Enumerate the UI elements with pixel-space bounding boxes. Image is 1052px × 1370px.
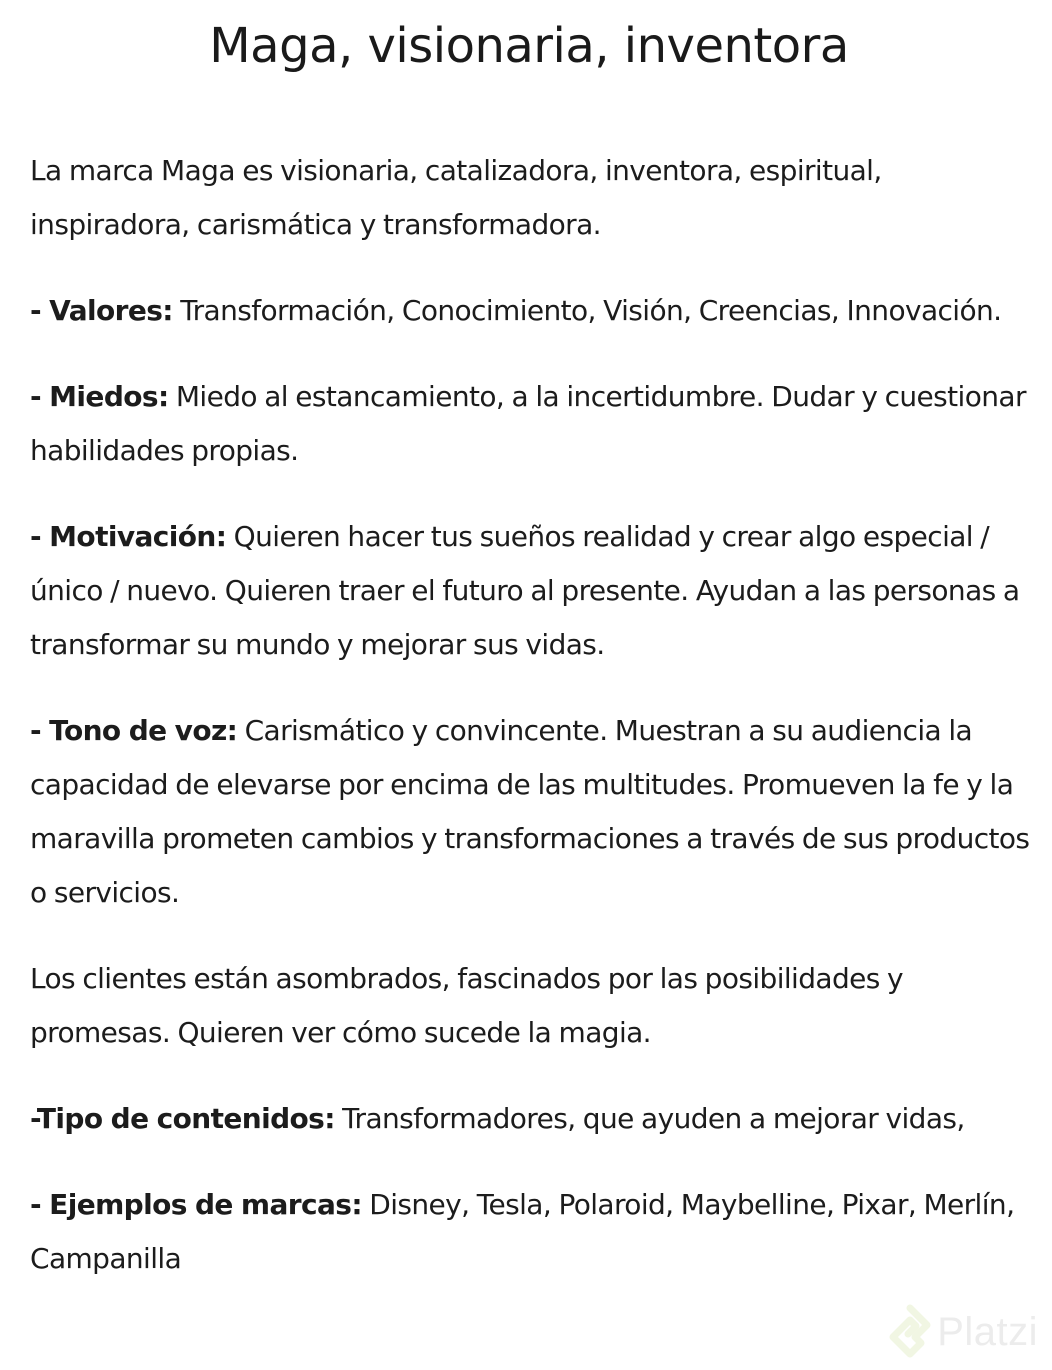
- platzi-watermark: [887, 1304, 1038, 1360]
- tone-text: Carismático y convincente. Muestran a su audiencia la capacidad de elevarse por encima de las multitudes. Promueven la fe y la maravilla prometen cambios y transformaciones a través de sus productos o servicios.: [30, 714, 1030, 909]
- platzi-logo-icon: [887, 1304, 933, 1360]
- content-type-paragraph: [30, 1092, 1030, 1146]
- motivation-paragraph: [30, 510, 1030, 672]
- values-text: Transformación, Conocimiento, Visión, Creencias, Innovación.: [172, 294, 1002, 327]
- clients-paragraph: Los clientes están asombrados, fascinados por las posibilidades y promesas. Quieren ver cómo sucede la magia.: [30, 962, 904, 1049]
- motivation-label: - Motivación:: [30, 520, 227, 553]
- tone-label: - Tono de voz:: [30, 714, 238, 747]
- document-body: [30, 144, 1030, 1318]
- content-type-text: Transformadores, que ayuden a mejorar vidas,: [334, 1102, 965, 1135]
- tone-paragraph: [30, 704, 1030, 920]
- fears-label: - Miedos:: [30, 380, 169, 413]
- motivation-text: Quieren hacer tus sueños realidad y crear algo especial / único / nuevo. Quieren traer el futuro al presente. Ayudan a las personas a transformar su mundo y mejorar sus vidas.: [30, 520, 1020, 661]
- platzi-wordmark: Platzi: [937, 1309, 1038, 1354]
- intro-paragraph: La marca Maga es visionaria, catalizadora, inventora, espiritual, inspiradora, carismática y transformadora.: [30, 154, 882, 241]
- content-type-label: -Tipo de contenidos:: [30, 1102, 335, 1135]
- fears-text: Miedo al estancamiento, a la incertidumbre. Dudar y cuestionar habilidades propias.: [30, 380, 1026, 467]
- brand-examples-label: - Ejemplos de marcas:: [30, 1188, 362, 1221]
- brand-examples-text: Disney, Tesla, Polaroid, Maybelline, Pixar, Merlín, Campanilla: [30, 1188, 1015, 1275]
- values-label: - Valores:: [30, 294, 173, 327]
- fears-paragraph: [30, 370, 1030, 478]
- brand-examples-paragraph: [30, 1178, 1030, 1286]
- values-paragraph: [30, 284, 1030, 338]
- page-title: Maga, visionaria, inventora: [209, 18, 849, 74]
